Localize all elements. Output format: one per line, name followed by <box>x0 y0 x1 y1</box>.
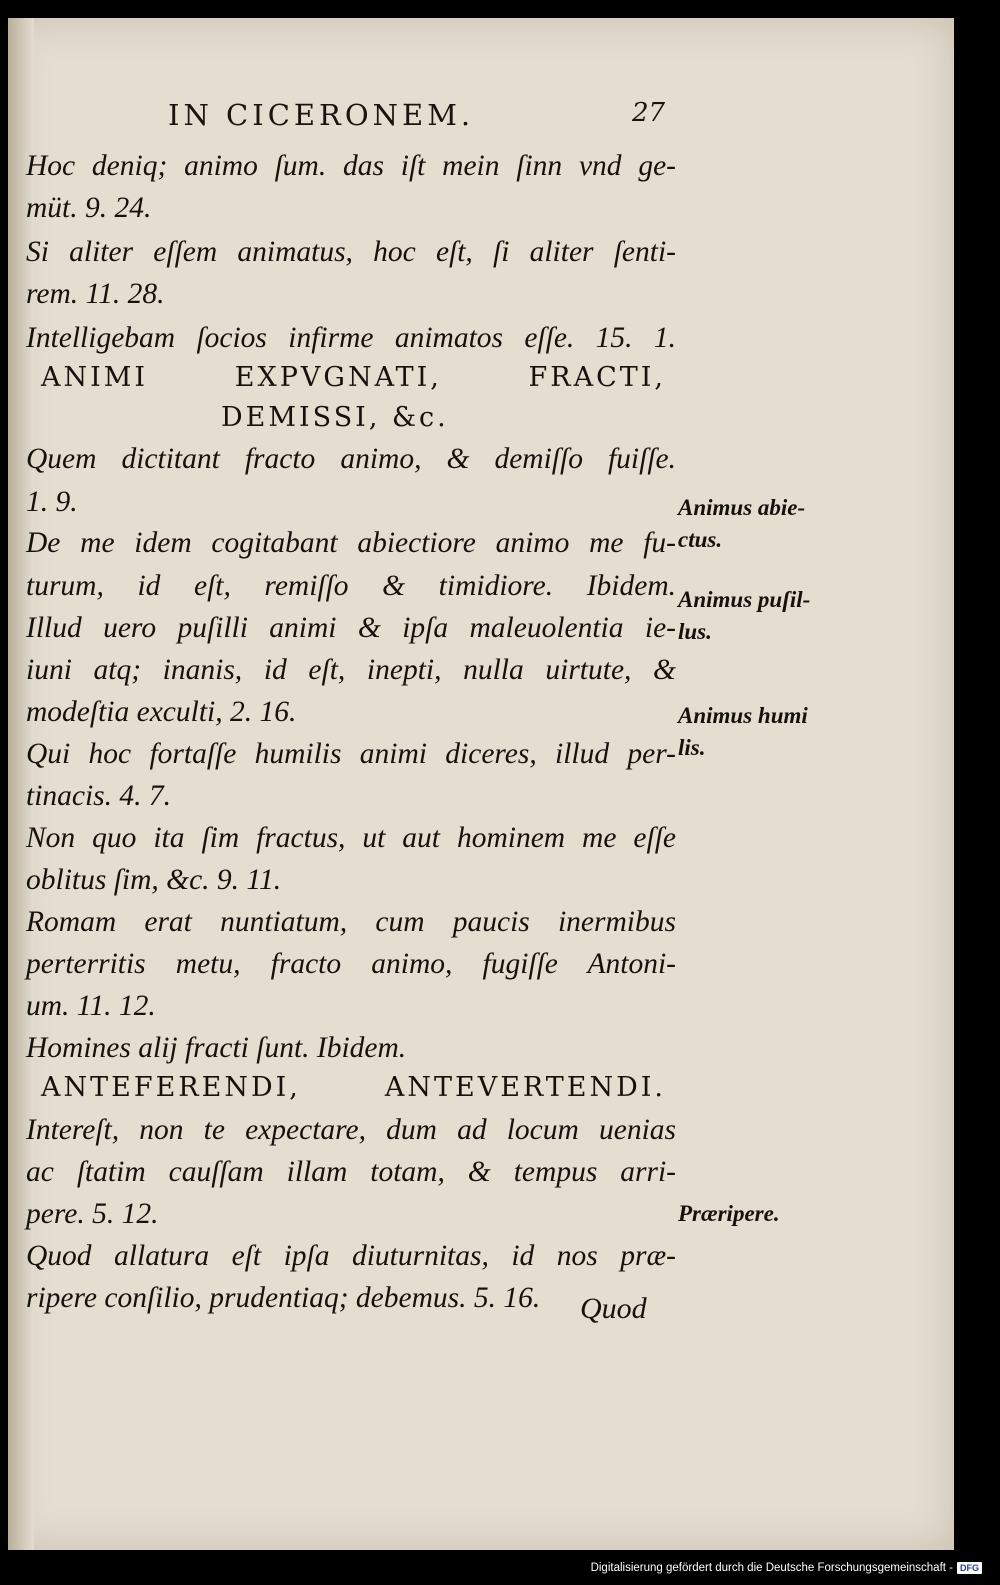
margin-note-line: lus. <box>678 619 712 644</box>
text-line: oblitus ſim, &c. 9. 11. <box>26 864 282 896</box>
page-number: 27 <box>632 98 666 128</box>
text-line: Si aliter eſſem animatus, hoc eſt, ſi aliter ſenti- <box>26 236 676 268</box>
margin-note-line: lis. <box>678 735 706 760</box>
book-page <box>8 18 954 1550</box>
section-heading: ANTEFERENDI, ANTEVERTENDI. <box>41 1072 666 1103</box>
section-heading-continued: DEMISSI, &c. <box>221 402 449 433</box>
text-line: ripere conſilio, prudentiaq; debemus. 5. 16. <box>26 1282 541 1314</box>
margin-note-line: Animus humi <box>678 703 808 728</box>
text-line: rem. 11. 28. <box>26 278 165 310</box>
text-line: Qui hoc fortaſſe humilis animi diceres, illud per- <box>26 738 676 770</box>
margin-note <box>678 492 858 556</box>
margin-note-line: Animus puſil- <box>678 587 811 612</box>
text-line: Non quo ita ſim fractus, ut aut hominem me eſſe <box>26 822 676 854</box>
text-line: modeſtia exculti, 2. 16. <box>26 696 297 728</box>
text-line: müt. 9. 24. <box>26 192 152 224</box>
dfg-logo: DFG <box>957 1562 982 1574</box>
text-line: Hoc deniq; animo ſum. das iſt mein ſinn vnd ge- <box>26 150 676 182</box>
credit-text: Digitalisierung gefördert durch die Deutsche Forschungsgemeinschaft - <box>590 1562 953 1574</box>
text-line: ac ſtatim cauſſam illam totam, & tempus arri- <box>26 1156 676 1188</box>
text-line: Quod allatura eſt ipſa diuturnitas, id nos præ- <box>26 1240 676 1272</box>
text-line: Quem dictitant fracto animo, & demiſſo fuiſſe. <box>26 443 676 475</box>
digitization-credit <box>591 1562 982 1574</box>
margin-note <box>678 584 858 648</box>
text-line: Illud uero puſilli animi & ipſa maleuolentia ie- <box>26 612 676 644</box>
text-line: Intereſt, non te expectare, dum ad locum uenias <box>26 1114 676 1146</box>
text-line: Intelligebam ſocios infirme animatos eſſe. 15. 1. <box>26 322 676 354</box>
margin-note <box>678 700 858 764</box>
text-line: turum, id eſt, remiſſo & timidiore. Ibidem. <box>26 570 676 602</box>
running-head: IN CICERONEM. <box>168 98 475 132</box>
margin-note-line: Præripere. <box>678 1201 780 1226</box>
text-line: tinacis. 4. 7. <box>26 780 172 812</box>
text-line: iuni atq; inanis, id eſt, inepti, nulla uirtute, & <box>26 654 676 686</box>
margin-note-line: Animus abie- <box>678 495 806 520</box>
margin-note <box>678 1198 858 1230</box>
text-line: Homines alij fracti ſunt. Ibidem. <box>26 1032 407 1064</box>
text-line: pere. 5. 12. <box>26 1198 159 1230</box>
text-line: De me idem cogitabant abiectiore animo me fu- <box>26 527 676 559</box>
text-line: Romam erat nuntiatum, cum paucis inermibus <box>26 906 676 938</box>
section-heading: ANIMI EXPVGNATI, FRACTI, <box>41 362 666 393</box>
text-line: um. 11. 12. <box>26 990 156 1022</box>
margin-note-line: ctus. <box>678 527 723 552</box>
text-line: perterritis metu, fracto animo, fugiſſe Antoni- <box>26 948 676 980</box>
text-line: 1. 9. <box>26 486 78 518</box>
catchword: Quod <box>580 1292 647 1325</box>
